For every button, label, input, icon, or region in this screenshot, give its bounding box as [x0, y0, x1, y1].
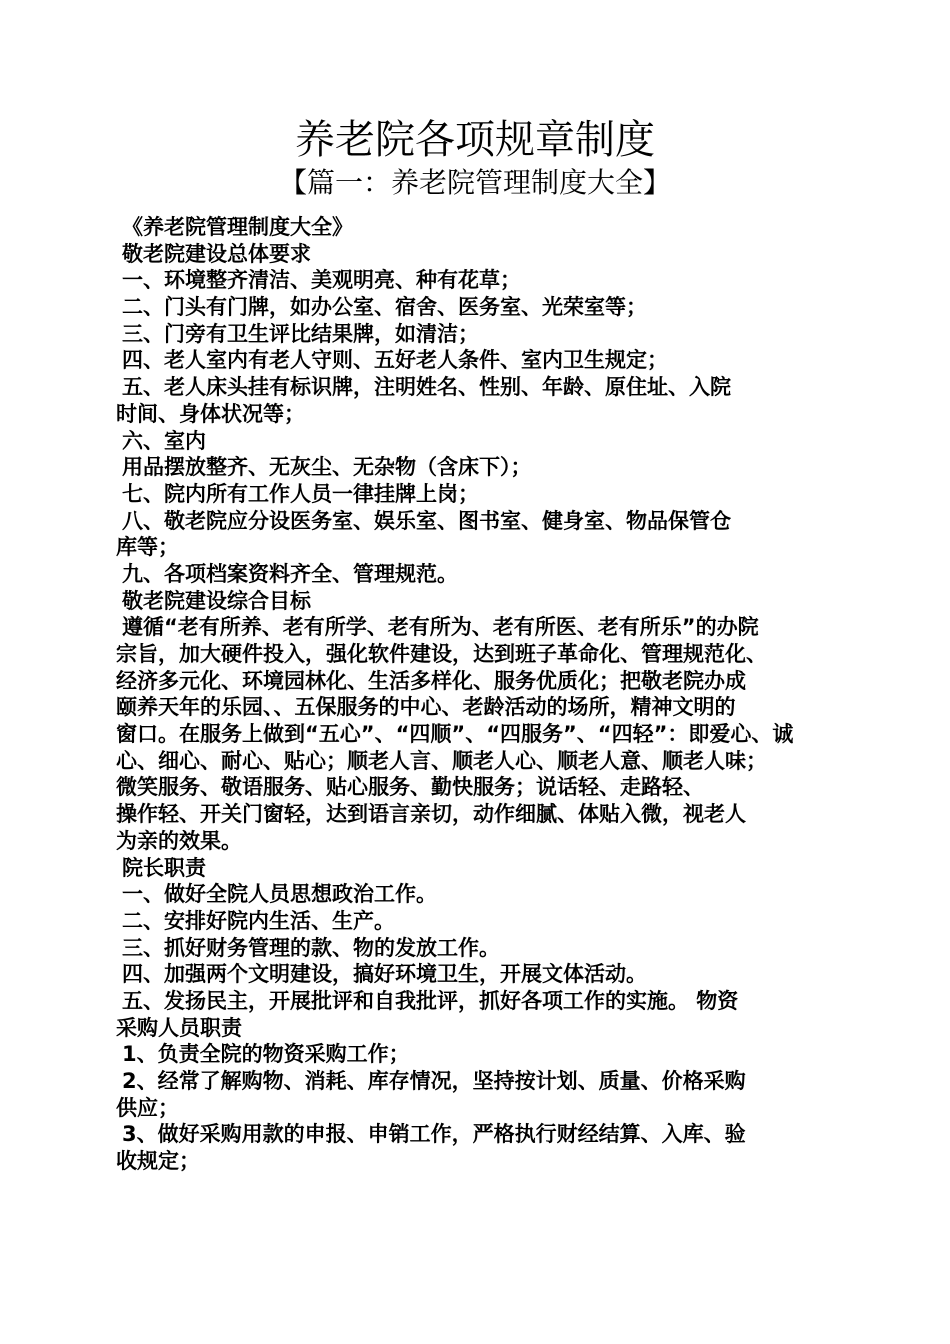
text-line: 时间、身体状况等； — [116, 401, 305, 426]
text-line: 1、负责全院的物资采购工作； — [122, 1042, 410, 1067]
text-line: 七、院内所有工作人员一律挂牌上岗； — [122, 481, 479, 506]
document-title: 养老院各项规章制度 — [295, 117, 655, 163]
text-line: 四、老人室内有老人守则、五好老人条件、室内卫生规定； — [122, 348, 668, 373]
text-line: 微笑服务、敬语服务、贴心服务、勤快服务；说话轻、走路轻、 — [116, 775, 704, 800]
text-line: 遵循“老有所养、老有所学、老有所为、老有所医、老有所乐”的办院 — [122, 615, 759, 640]
text-line: 宗旨，加大硬件投入，强化软件建设，达到班子革命化、管理规范化、 — [116, 642, 767, 666]
text-line: 四、加强两个文明建设，搞好环境卫生，开展文体活动。 — [122, 962, 647, 987]
document-body — [116, 214, 841, 1175]
text-line: 一、环境整齐清洁、美观明亮、种有花草； — [122, 268, 521, 293]
text-line: 八、敬老院应分设医务室、娱乐室、图书室、健身室、物品保管仓 — [122, 508, 731, 533]
document-subtitle: 【篇一：养老院管理制度大全】 — [278, 166, 671, 199]
text-line: 二、门头有门牌，如办公室、宿舍、医务室、光荣室等； — [122, 295, 647, 320]
text-line: 敬老院建设综合目标 — [122, 588, 311, 613]
text-line: 心、细心、耐心、贴心；顺老人言、顺老人心、顺老人意、顺老人味； — [116, 748, 767, 773]
text-line: 库等； — [116, 535, 179, 560]
text-line: 一、做好全院人员思想政治工作。 — [122, 882, 437, 907]
text-line: 供应； — [116, 1095, 179, 1120]
text-line: 为亲的效果。 — [116, 828, 242, 853]
text-line: 2、经常了解购物、消耗、库存情况，坚持按计划、质量、价格采购 — [122, 1069, 746, 1093]
text-line: 院长职责 — [122, 855, 206, 880]
text-line: 颐养天年的乐园、、五保服务的中心、老龄活动的场所，精神文明的 — [116, 695, 736, 720]
text-line: 窗口。在服务上做到“五心”、“四顺”、“四服务”、“四轻”：即爱心、诚 — [116, 722, 794, 747]
text-line: 敬老院建设总体要求 — [122, 241, 311, 266]
text-line: 五、老人床头挂有标识牌，注明姓名、性别、年龄、原住址、入院 — [122, 375, 731, 400]
text-line: 《养老院管理制度大全》 — [122, 215, 353, 239]
text-line: 收规定； — [116, 1149, 200, 1174]
text-line: 二、安排好院内生活、生产。 — [122, 908, 395, 933]
text-line: 三、抓好财务管理的款、物的发放工作。 — [122, 935, 500, 960]
text-line: 采购人员职责 — [116, 1015, 242, 1040]
text-line: 3、做好采购用款的申报、申销工作，严格执行财经结算、入库、验 — [122, 1122, 746, 1147]
text-line: 操作轻、开关门窗轻，达到语言亲切，动作细腻、体贴入微，视老人 — [116, 802, 746, 827]
text-line: 五、发扬民主，开展批评和自我批评，抓好各项工作的实施。 物资 — [122, 988, 739, 1013]
text-line: 经济多元化、环境园林化、生活多样化、服务优质化；把敬老院办成 — [116, 668, 746, 693]
text-line: 六、室内 — [122, 428, 206, 453]
text-line: 三、门旁有卫生评比结果牌，如清洁； — [122, 321, 479, 346]
text-line: 用品摆放整齐、无灰尘、无杂物（含床下）； — [122, 455, 532, 480]
text-line: 九、各项档案资料齐全、管理规范。 — [122, 561, 458, 586]
